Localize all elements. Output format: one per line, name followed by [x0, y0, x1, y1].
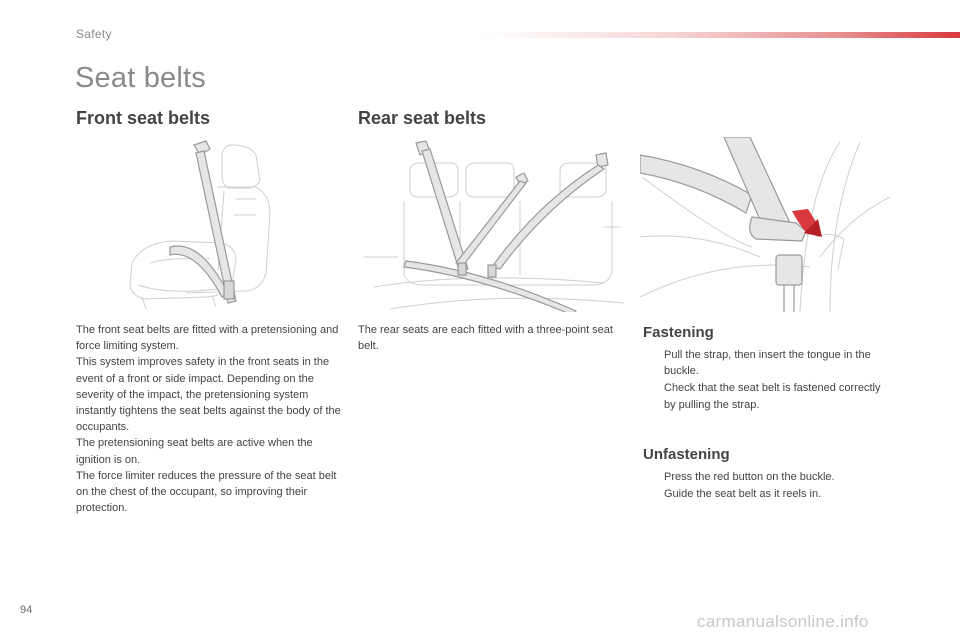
list-item — [643, 469, 893, 485]
unfastening-heading: Unfastening — [643, 446, 730, 463]
page-title: Seat belts — [75, 62, 206, 94]
header-accent-bar — [480, 32, 960, 38]
front-paragraph: This system improves safety in the front seats in the event of a front or side impact. Depending on the severity of the impact, the pretensioning system instantly tightens the seat belts against the body of the occupants. — [76, 356, 341, 434]
front-seat-belts-heading: Front seat belts — [76, 108, 211, 128]
step-text: Check that the seat belt is fastened correctly by pulling the strap. — [664, 382, 881, 411]
fastening-steps — [643, 347, 893, 414]
step-text: Press the red button on the buckle. — [664, 471, 835, 483]
front-description — [76, 322, 341, 516]
watermark: carmanualsonline.info — [697, 612, 869, 631]
fastening-heading: Fastening — [643, 324, 714, 341]
step-text: Pull the strap, then insert the tongue in the buckle. — [664, 349, 871, 378]
rear-description: The rear seats are each fitted with a three-point seat belt. — [358, 324, 613, 353]
front-seat-belt-illustration — [120, 135, 280, 310]
step-text: Guide the seat belt as it reels in. — [664, 488, 822, 501]
front-paragraph: The pretensioning seat belts are active when the ignition is on. — [76, 437, 313, 466]
rear-seat-belts-heading: Rear seat belts — [358, 108, 487, 128]
page-number: 94 — [20, 604, 33, 616]
list-item — [643, 486, 893, 502]
rear-seat-belt-illustration — [360, 137, 625, 312]
section-label: Safety — [76, 27, 112, 41]
front-paragraph: The force limiter reduces the pressure of the seat belt on the chest of the occupant, so improving their protection. — [76, 469, 337, 515]
unfastening-steps — [643, 469, 893, 503]
list-item — [643, 347, 893, 379]
buckle-illustration — [640, 137, 895, 312]
front-paragraph: The front seat belts are fitted with a pretensioning and force limiting system. — [76, 324, 339, 353]
list-item — [643, 380, 893, 412]
